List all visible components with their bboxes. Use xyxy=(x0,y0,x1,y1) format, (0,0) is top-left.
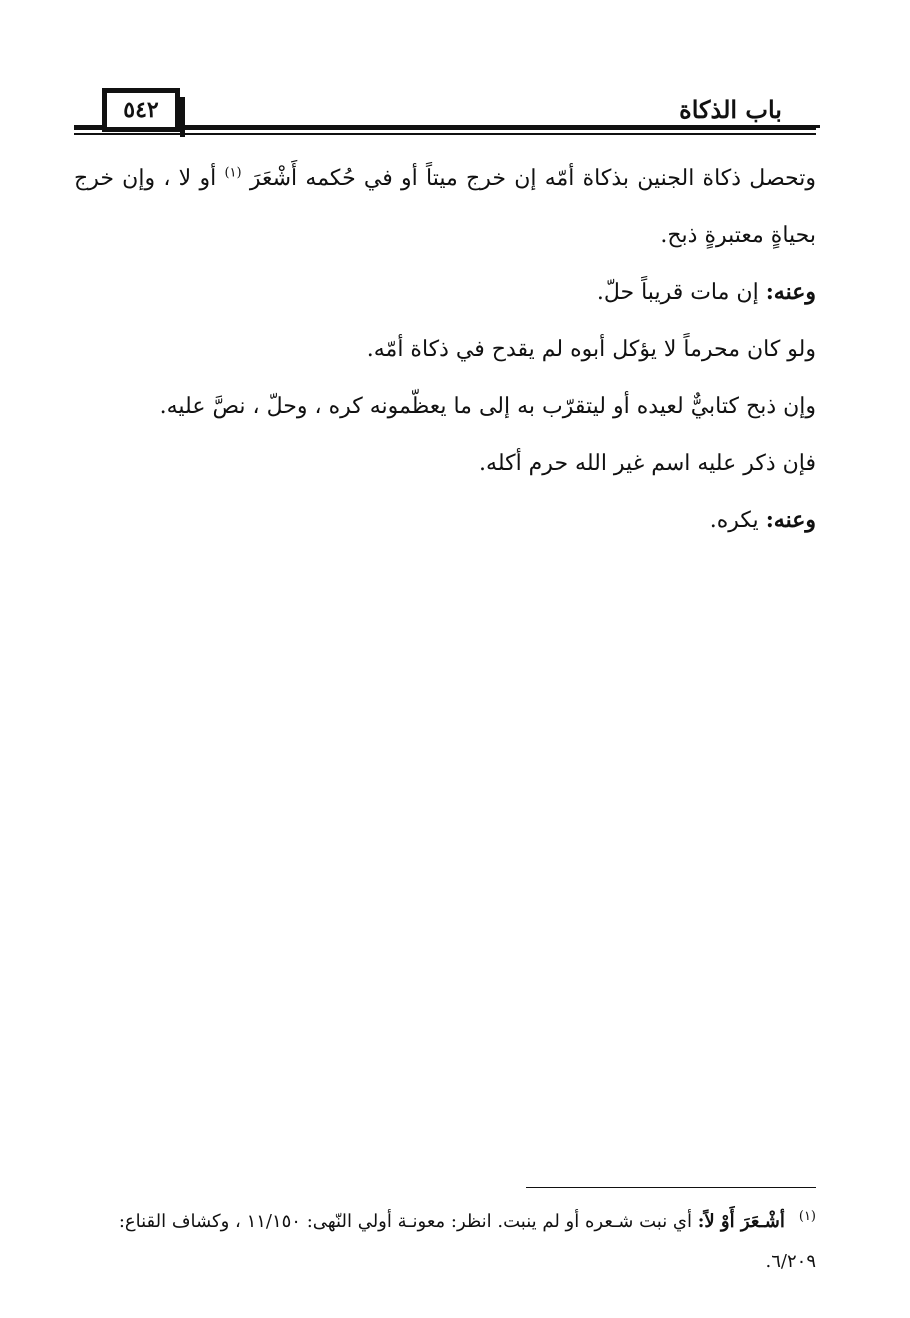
paragraph-2-lead: وعنه: xyxy=(765,279,816,305)
footnote-reference[interactable]: (١) xyxy=(224,165,242,181)
paragraph-6-text: يكره. xyxy=(709,508,759,533)
header-rule-thin xyxy=(74,133,816,135)
body-text xyxy=(74,150,816,549)
chapter-title: باب الذكاة xyxy=(669,96,792,124)
page-number: ٥٤٢ xyxy=(102,88,180,132)
paragraph-4: وإن ذبح كتابيٌّ لعيده أو ليتقرّب به إلى ما يعظّمونه كره ، وحلّ ، نصَّ عليه. xyxy=(159,394,816,419)
paragraph-6 xyxy=(74,492,816,549)
paragraph-1-tail: أو لا ، وإن خرج بحياةٍ معتبرةٍ ذبح. xyxy=(74,166,816,248)
paragraph-3: ولو كان محرماً لا يؤكل أبوه لم يقدح في ذكاة أمّه. xyxy=(366,337,816,362)
footnote-1-term: أشْـعَرَ أَوْ لاً: xyxy=(697,1211,785,1232)
paragraph-2 xyxy=(74,264,816,321)
page-header xyxy=(74,88,816,144)
paragraph-2-text: إن مات قريباً حلّ. xyxy=(596,280,759,305)
footnote-1 xyxy=(74,1202,816,1282)
footnote-1-marker: (١) xyxy=(798,1209,816,1224)
header-rule-thick xyxy=(74,125,816,130)
paragraph-1-text: وتحصل ذكاة الجنين بذكاة أمّه إن خرج ميتاً أو في حُكمه أَشْعَرَ xyxy=(249,166,816,191)
paragraph-6-lead: وعنه: xyxy=(765,507,816,533)
paragraph-1 xyxy=(74,150,816,264)
paragraph-5: فإن ذكر عليه اسم غير الله حرم أكله. xyxy=(479,451,816,476)
footnote-separator xyxy=(526,1187,816,1188)
footnote-1-text: أي نبت شـعره أو لم ينبت. انظر: معونـة أولي النّهى: ١١/١٥٠ ، وكشاف القناع: ٦/٢٠٩. xyxy=(118,1211,816,1272)
footnotes xyxy=(74,1202,816,1282)
